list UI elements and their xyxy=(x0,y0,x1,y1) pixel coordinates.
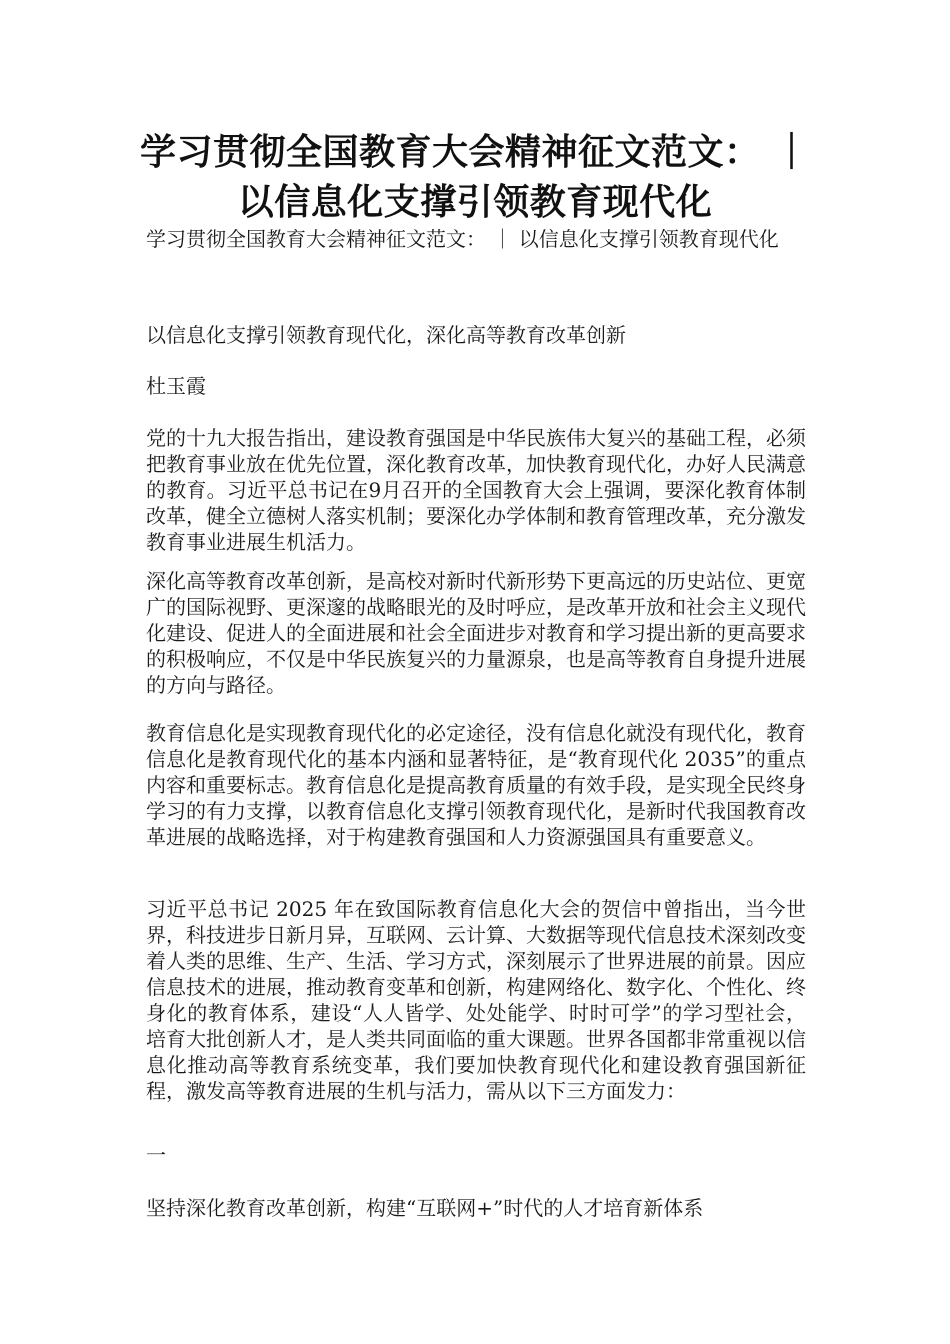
paragraph-1: 党的十九大报告指出，建设教育强国是中华民族伟大复兴的基础工程，必须把教育事业放在优先位置，深化教育改革，加快教育现代化，办好人民满意的教育。习近平总书记在9月召开的全国教育大会上强调，要深化教育体制改革，健全立德树人落实机制；要深化办学体制和教育管理改革，充分激发教育事业进展生机活力。 xyxy=(146,426,806,554)
section-number: 一 xyxy=(146,1143,166,1167)
paragraph-2: 深化高等教育改革创新，是高校对新时代新形势下更高远的历史站位、更宽广的国际视野、更深邃的战略眼光的及时呼应，是改革开放和社会主义现代化建设、促进人的全面进展和社会全面进步对教育和学习提出新的更高要求的积极响应，不仅是中华民族复兴的力量源泉，也是高等教育自身提升进展的方向与路径。 xyxy=(146,569,806,697)
article-heading: 以信息化支撑引领教育现代化，深化高等教育改革创新 xyxy=(146,323,626,347)
paragraph-4: 习近平总书记 2025 年在致国际教育信息化大会的贺信中曾指出，当今世界，科技进步日新月异，互联网、云计算、大数据等现代信息技术深刻改变着人类的思维、生产、生活、学习方式，深刻展示了世界进展的前景。因应信息技术的进展，推动教育变革和创新，构建网络化、数字化、个性化、终身化的教育体系，建设“人人皆学、处处能学、时时可学”的学习型社会，培育大批创新人才，是人类共同面临的重大课题。世界各国都非常重视以信息化推动高等教育系统变革，我们要加快教育现代化和建设教育强国新征程，激发高等教育进展的生机与活力，需从以下三方面发力： xyxy=(146,897,806,1103)
document-title: 学习贯彻全国教育大会精神征文范文： ｜ 以信息化支撑引领教育现代化 xyxy=(139,132,811,223)
author-name: 杜玉霞 xyxy=(146,374,206,398)
paragraph-3: 教育信息化是实现教育现代化的必定途径，没有信息化就没有现代化，教育信息化是教育现代化的基本内涵和显著特征，是“教育现代化 2035”的重点内容和重要标志。教育信息化是提高教育质量的有效手段，是实现全民终身学习的有力支撑，以教育信息化支撑引领教育现代化，是新时代我国教育改革进展的战略选择，对于构建教育强国和人力资源强国具有重要意义。 xyxy=(146,721,806,849)
document-subtitle: 学习贯彻全国教育大会精神征文范文： ｜ 以信息化支撑引领教育现代化 xyxy=(146,227,779,251)
section-heading: 坚持深化教育改革创新，构建“互联网+”时代的人才培育新体系 xyxy=(146,1196,704,1220)
